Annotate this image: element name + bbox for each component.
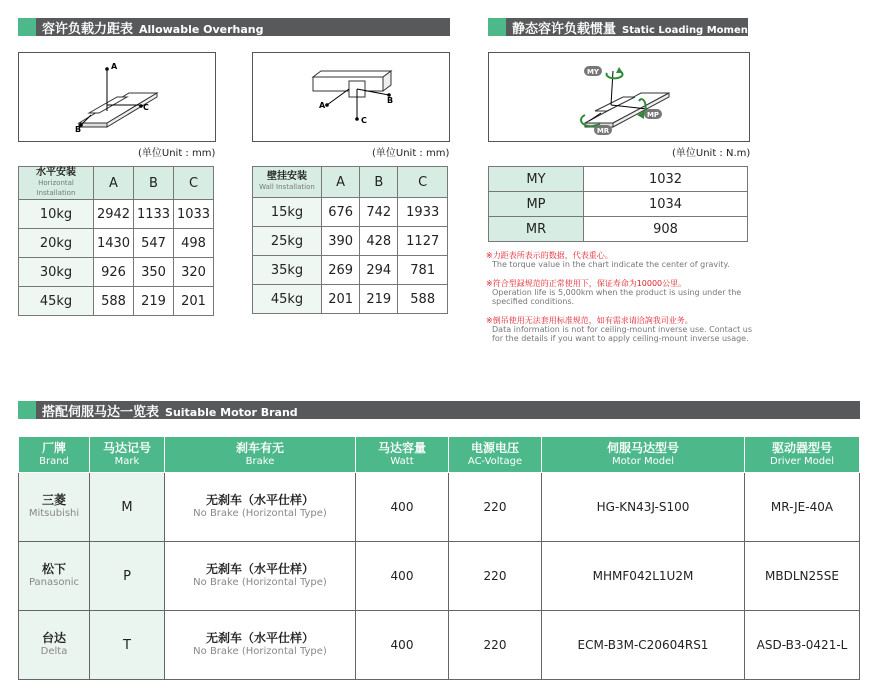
text-value: 无刹车（水平仕样） [205,493,314,507]
table-cell: 1033 [174,200,214,229]
table-row [19,473,860,542]
accent-block [488,18,506,36]
text-value: Wall Installation [259,183,315,191]
text-value: Mark [114,455,140,467]
text-value: ※力距表所表示的数据，代表重心。 [486,251,613,260]
col-b: B [134,167,174,200]
table-row [253,256,448,285]
header-driver-model [745,437,860,473]
motor-title-cn: 搭配伺服马达一览表 [42,404,160,420]
table-cell: MR [489,217,584,242]
moment-title-en: Static Loading Moment [622,24,753,36]
header-brand [19,437,90,473]
horizontal-axis-diagram [18,52,216,142]
text-value: No Brake (Horizontal Type) [193,646,327,657]
col-a: A [322,167,360,198]
table-cell: 30kg [19,258,94,287]
text-value: ※倒吊使用无法套用标准规范，如有需求请洽詢我司业务。 [486,316,693,325]
table-cell: ECM-B3M-C20604RS1 [542,611,745,680]
text-value: 三菱 [41,493,66,507]
table-row [489,167,748,192]
table-cell [165,611,356,680]
table-row [253,285,448,314]
table-cell: 400 [356,542,449,611]
header-motor-model [542,437,745,473]
table-cell: 220 [449,542,542,611]
accent-block [18,18,36,36]
wall-load-table [252,166,448,314]
table-cell: 220 [449,611,542,680]
text-value: Motor Model [611,455,675,467]
table-cell: 498 [174,229,214,258]
table-cell: 45kg [253,285,322,314]
text-value: 伺服马达型号 [606,440,679,455]
table-row [19,287,214,316]
text-value: 壁挂安装 [267,171,307,182]
table-cell [165,473,356,542]
table-cell: 269 [322,256,360,285]
text-value: 松下 [41,562,66,576]
motor-header-row [19,437,860,473]
table-cell [19,542,90,611]
label-a-wall: A [319,101,326,110]
text-value: Horizontal Installation [36,179,76,197]
label-a: A [111,62,118,71]
table-cell: 781 [398,256,448,285]
table-cell: 390 [322,227,360,256]
col-a: A [94,167,134,200]
table-cell: 908 [584,217,748,242]
table-cell: MR-JE-40A [745,473,860,542]
text-value: 驱动器型号 [771,440,832,455]
table-cell: 588 [94,287,134,316]
table-cell: 219 [134,287,174,316]
label-mp: MP [646,111,660,119]
label-b: B [75,125,82,134]
table-row [489,192,748,217]
text-value: 水平安装 [36,167,76,178]
table-cell: 294 [360,256,398,285]
table-cell: 220 [449,473,542,542]
label-my: MY [586,68,600,76]
text-value: No Brake (Horizontal Type) [193,508,327,519]
wall-rail-illustration [253,53,449,141]
table-cell: 45kg [19,287,94,316]
table-row [19,542,860,611]
table-cell: 676 [322,198,360,227]
table-cell: 1933 [398,198,448,227]
label-mr: MR [596,127,610,135]
table-cell: 219 [360,285,398,314]
table-row [19,229,214,258]
header-brake [165,437,356,473]
motor-title-bar [18,401,860,419]
text-value: 刹车有无 [235,440,284,455]
text-value: Operation life is 5,000km when the product is using under the specified conditions. [492,288,742,306]
table-row [253,227,448,256]
table-cell: 20kg [19,229,94,258]
table-cell: 428 [360,227,398,256]
table-row [253,198,448,227]
table-cell: P [90,542,165,611]
moment-table [488,166,748,242]
text-value: Data information is not for ceiling-mount inverse use. Contact us for the details if you want to apply ceiling-mount inverse usage. [492,325,753,343]
text-value: No Brake (Horizontal Type) [193,577,327,588]
col-c: C [398,167,448,198]
text-value: 厂牌 [41,440,66,455]
text-value: 无刹车（水平仕样） [205,631,314,645]
moment-title-cn: 静态容许负载惯量 [512,21,617,37]
table-row [489,217,748,242]
label-c-wall: C [361,116,367,125]
overhang-title-en: Allowable Overhang [139,22,264,36]
text-value: Driver Model [770,455,834,467]
table-cell: M [90,473,165,542]
table-cell: 10kg [19,200,94,229]
table-cell [165,542,356,611]
horizontal-load-table [18,166,214,316]
table-cell: 201 [322,285,360,314]
table-cell: 926 [94,258,134,287]
text-value: The torque value in the chart indicate the center of gravity. [492,260,730,269]
header-mark [90,437,165,473]
text-value: Brand [39,455,69,467]
col-c: C [174,167,214,200]
table-cell: MP [489,192,584,217]
table-cell: 1133 [134,200,174,229]
table-cell: MBDLN25SE [745,542,860,611]
moment-title-bar [488,18,753,37]
table-cell: MHMF042L1U2M [542,542,745,611]
table-cell: 320 [174,258,214,287]
text-value: Delta [40,646,68,657]
table-cell: 25kg [253,227,322,256]
text-value: Watt [390,455,414,467]
table-cell: 1034 [584,192,748,217]
text-value: Panasonic [28,577,80,588]
table-cell: 35kg [253,256,322,285]
label-c: C [143,103,149,112]
table-cell: 400 [356,473,449,542]
table-cell: 742 [360,198,398,227]
note-gravity [486,251,756,269]
table-cell: 1127 [398,227,448,256]
moment-diagram [488,52,750,142]
table-row [19,258,214,287]
table-row [19,611,860,680]
overhang-unit-left: (单位Unit : mm) [138,148,216,159]
motor-table [18,436,860,680]
table-cell: MY [489,167,584,192]
horizontal-header [19,167,94,200]
table-cell [19,473,90,542]
text-value: 马达容量 [377,440,426,455]
overhang-title-bar [18,18,450,36]
overhang-unit-right: (单位Unit : mm) [372,148,450,159]
text-value: 电源电压 [470,440,519,455]
table-cell: 2942 [94,200,134,229]
header-watt [356,437,449,473]
moment-unit: (单位Unit : N.m) [672,148,751,159]
table-cell: 588 [398,285,448,314]
text-value: 无刹车（水平仕样） [205,562,314,576]
text-value: AC-Voltage [467,455,523,467]
moment-rail-illustration [489,53,749,141]
wall-header [253,167,322,198]
overhang-title-cn: 容许负载力距表 [42,21,134,37]
note-ceiling-mount [486,316,756,343]
table-cell: 15kg [253,198,322,227]
table-cell: 350 [134,258,174,287]
accent-block [18,401,36,419]
label-b-wall: B [387,96,394,105]
slide-rail-illustration [19,53,215,141]
table-cell: 1032 [584,167,748,192]
note-operation-life [486,279,756,306]
header-voltage [449,437,542,473]
table-cell: 400 [356,611,449,680]
text-value: Mitsubishi [28,508,80,519]
wall-axis-diagram [252,52,450,142]
table-cell: ASD-B3-0421-L [745,611,860,680]
col-b: B [360,167,398,198]
text-value: Brake [245,455,275,467]
table-cell: T [90,611,165,680]
motor-title-en: Suitable Motor Brand [165,405,298,419]
table-cell: 1430 [94,229,134,258]
text-value: 台达 [41,631,66,645]
table-cell: HG-KN43J-S100 [542,473,745,542]
table-cell: 547 [134,229,174,258]
table-cell: 201 [174,287,214,316]
text-value: ※符合型録规范的正常使用下，保证寿命为10000公里。 [486,279,687,288]
table-row [19,200,214,229]
text-value: 马达记号 [102,440,151,455]
table-cell [19,611,90,680]
